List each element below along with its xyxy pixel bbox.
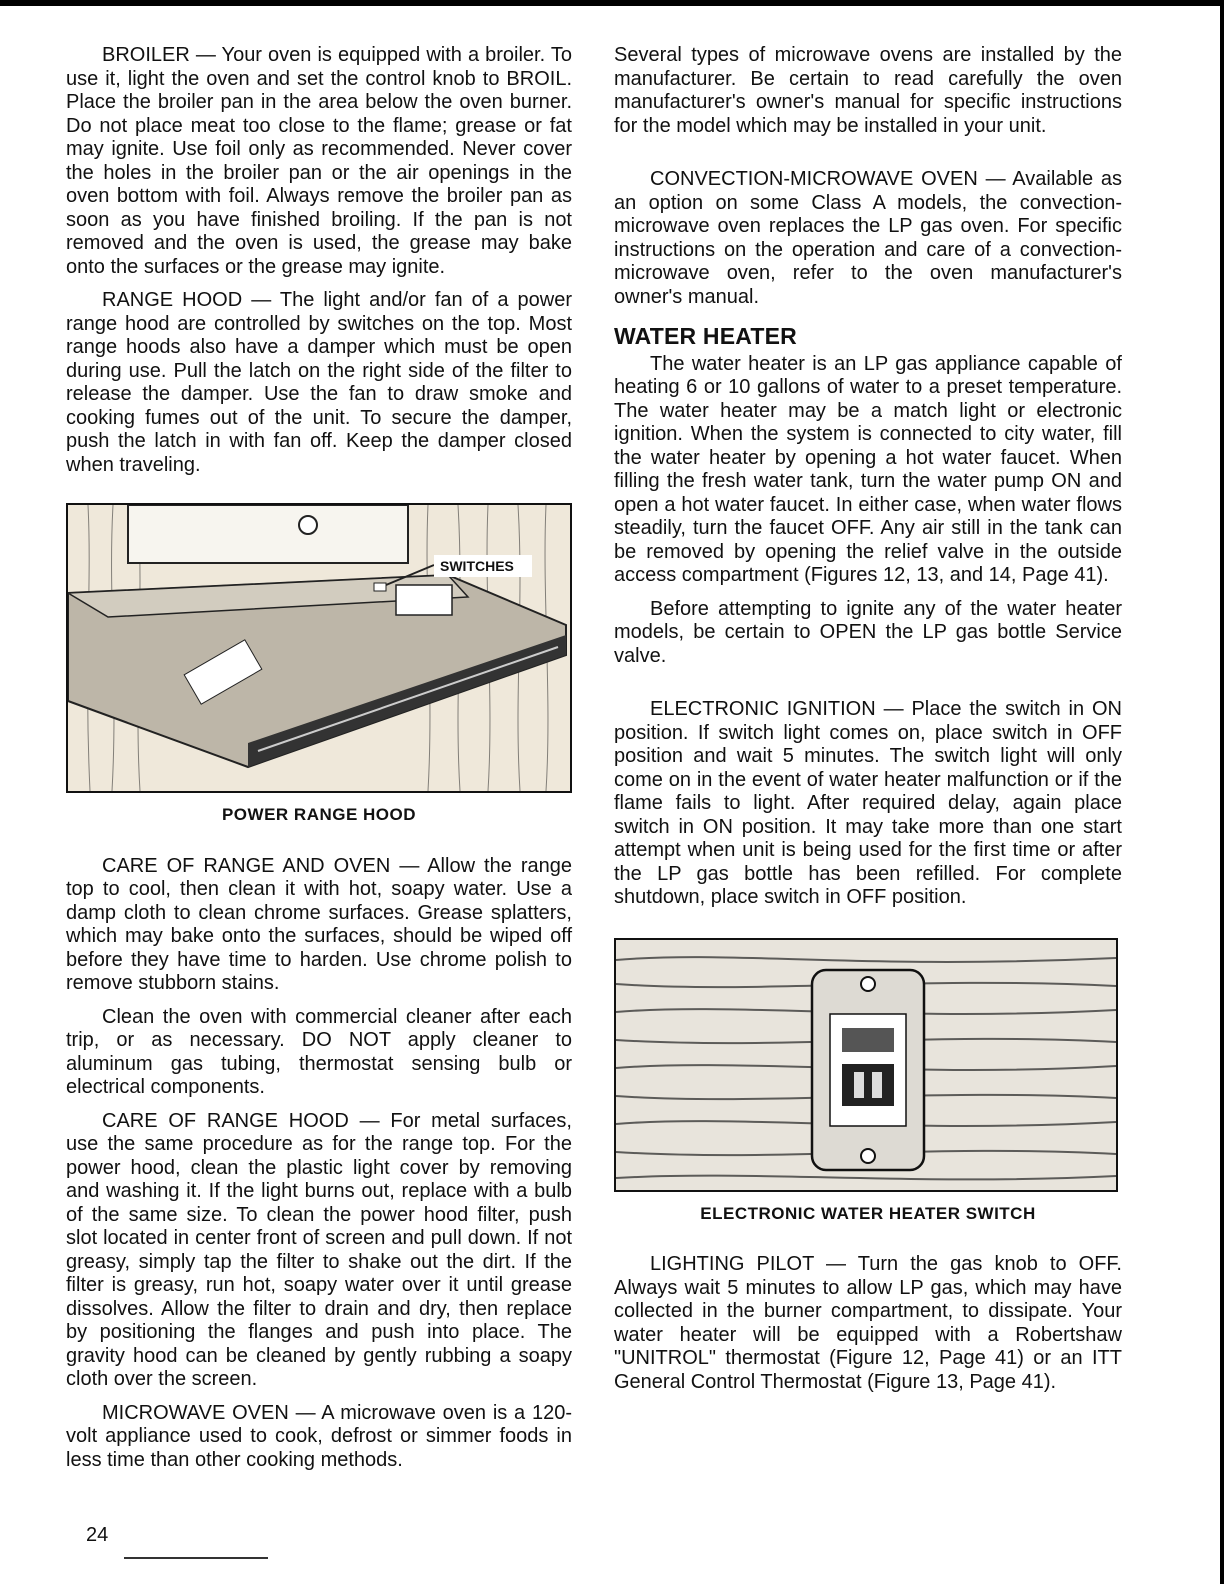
care-range-oven-paragraph: CARE OF RANGE AND OVEN — Allow the range top to cool, then clean it with hot, soapy water. Use a damp cloth to clean chrome surfaces. Grease splatters, which may bake onto the surfaces, should be wiped off before they have time to harden. Use chrome polish to remove stubborn stains. bbox=[66, 854, 572, 994]
range-hood-paragraph: RANGE HOOD — The light and/or fan of a power range hood are controlled by switches on the top. Most range hoods also have a damper which must be open during use. Pull the latch on the right side of the filter to release the damper. Use the fan to draw smoke and cooking fumes out of the unit. To secure the damper, push the latch in with fan off. Keep the damper closed when traveling. bbox=[66, 289, 572, 476]
power-range-hood-figure bbox=[66, 503, 572, 793]
water-heater-intro-paragraph: The water heater is an LP gas appliance capable of heating 6 or 10 gallons of water to a preset temperature. The water heater may be a match light or electronic ignition. When the system is connected to city water, fill the water heater by opening a hot water faucet. When filling the fresh water tank, turn the water pump ON and open a hot water faucet. In either case, when water flows steadily, turn the faucet OFF. Any air still in the tank can be removed by opening the relief valve in the outside access compartment (Figures 12, 13, and 14, Page 41). bbox=[614, 352, 1122, 586]
microwave-paragraph: MICROWAVE OVEN — A microwave oven is a 120-volt appliance used to cook, defrost or simmer foods in less time than other cooking methods. bbox=[66, 1401, 572, 1471]
broiler-paragraph: BROILER — Your oven is equipped with a broiler. To use it, light the oven and set the control knob to BROIL. Place the broiler pan in the area below the oven burner. Do not place meat too close to the flame; grease or fat may ignite. Use foil only as recommended. Never cover the holes in the broiler pan or the air openings in the oven bottom with foil. Always remove the broiler pan as soon as you have finished broiling. If the pan is not removed and the oven is used, the grease may bake onto the surfaces or the grease may ignite. bbox=[66, 44, 572, 278]
power-range-hood-caption: POWER RANGE HOOD bbox=[221, 805, 417, 824]
water-heater-switch-caption: ELECTRONIC WATER HEATER SWITCH bbox=[700, 1203, 1036, 1223]
switches-label: SWITCHES bbox=[440, 558, 514, 574]
microwave-types-paragraph: Several types of microwave ovens are installed by the manufacturer. Be certain to read carefully the oven manufacturer's owner's manual for specific instructions for the model which may be installed in your unit. bbox=[614, 44, 1122, 137]
lighting-pilot-paragraph: LIGHTING PILOT — Turn the gas knob to OFF. Always wait 5 minutes to allow LP gas, which may have collected in the burner compartment, to dissipate. Your water heater will be equipped with a Robertshaw "UNITROL" thermostat (Figure 12, Page 41) or an ITT General Control Thermostat (Figure 13, Page 41). bbox=[614, 1253, 1122, 1393]
water-heater-switch-figure bbox=[614, 938, 1118, 1192]
footer-rule bbox=[124, 1557, 268, 1559]
range-hood-illustration bbox=[68, 505, 570, 791]
before-ignite-paragraph: Before attempting to ignite any of the water heater models, be certain to OPEN the LP gas bottle Service valve. bbox=[614, 597, 1122, 667]
page-number: 24 bbox=[86, 1524, 109, 1546]
water-heater-heading: WATER HEATER bbox=[614, 323, 797, 349]
electronic-ignition-paragraph: ELECTRONIC IGNITION — Place the switch in ON position. If switch light comes on, place switch in OFF position and wait 5 minutes. The switch light will only come on in the event of water heater malfunction or if the flame fails to light. After required delay, again place switch in ON position. It may take more than one start attempt when unit is being used for the first time or after the LP gas bottle has been refilled. For complete shutdown, place switch in OFF position. bbox=[614, 698, 1122, 908]
page-border-right bbox=[1220, 0, 1224, 1584]
water-heater-switch-illustration bbox=[616, 940, 1116, 1190]
care-range-hood-paragraph: CARE OF RANGE HOOD — For metal surfaces, use the same procedure as for the range top. For the power hood, clean the plastic light cover by removing and washing it. If the light burns out, replace with a bulb of the same size. To clean the power hood filter, push slot located in center front of screen and pull down. If not greasy, simply tap the filter to shake out the dirt. If the filter is greasy, run hot, soapy water over it until grease dissolves. Allow the filter to drain and dry, then replace by positioning the flanges and push into place. The gravity hood can be cleaned by gently rubbing a soapy cloth over the screen. bbox=[66, 1109, 572, 1390]
page-border-top bbox=[0, 0, 1224, 6]
right-column bbox=[614, 44, 1122, 1404]
left-column bbox=[66, 44, 572, 1482]
convection-paragraph: CONVECTION-MICROWAVE OVEN — Available as an option on some Class A models, the convection-microwave oven replaces the LP gas oven. For specific instructions on the operation and care of a convection-microwave oven, refer to the oven manufacturer's owner's manual. bbox=[614, 168, 1122, 308]
clean-oven-paragraph: Clean the oven with commercial cleaner after each trip, or as necessary. DO NOT apply cleaner to aluminum gas tubing, thermostat sensing bulb or electrical components. bbox=[66, 1005, 572, 1098]
